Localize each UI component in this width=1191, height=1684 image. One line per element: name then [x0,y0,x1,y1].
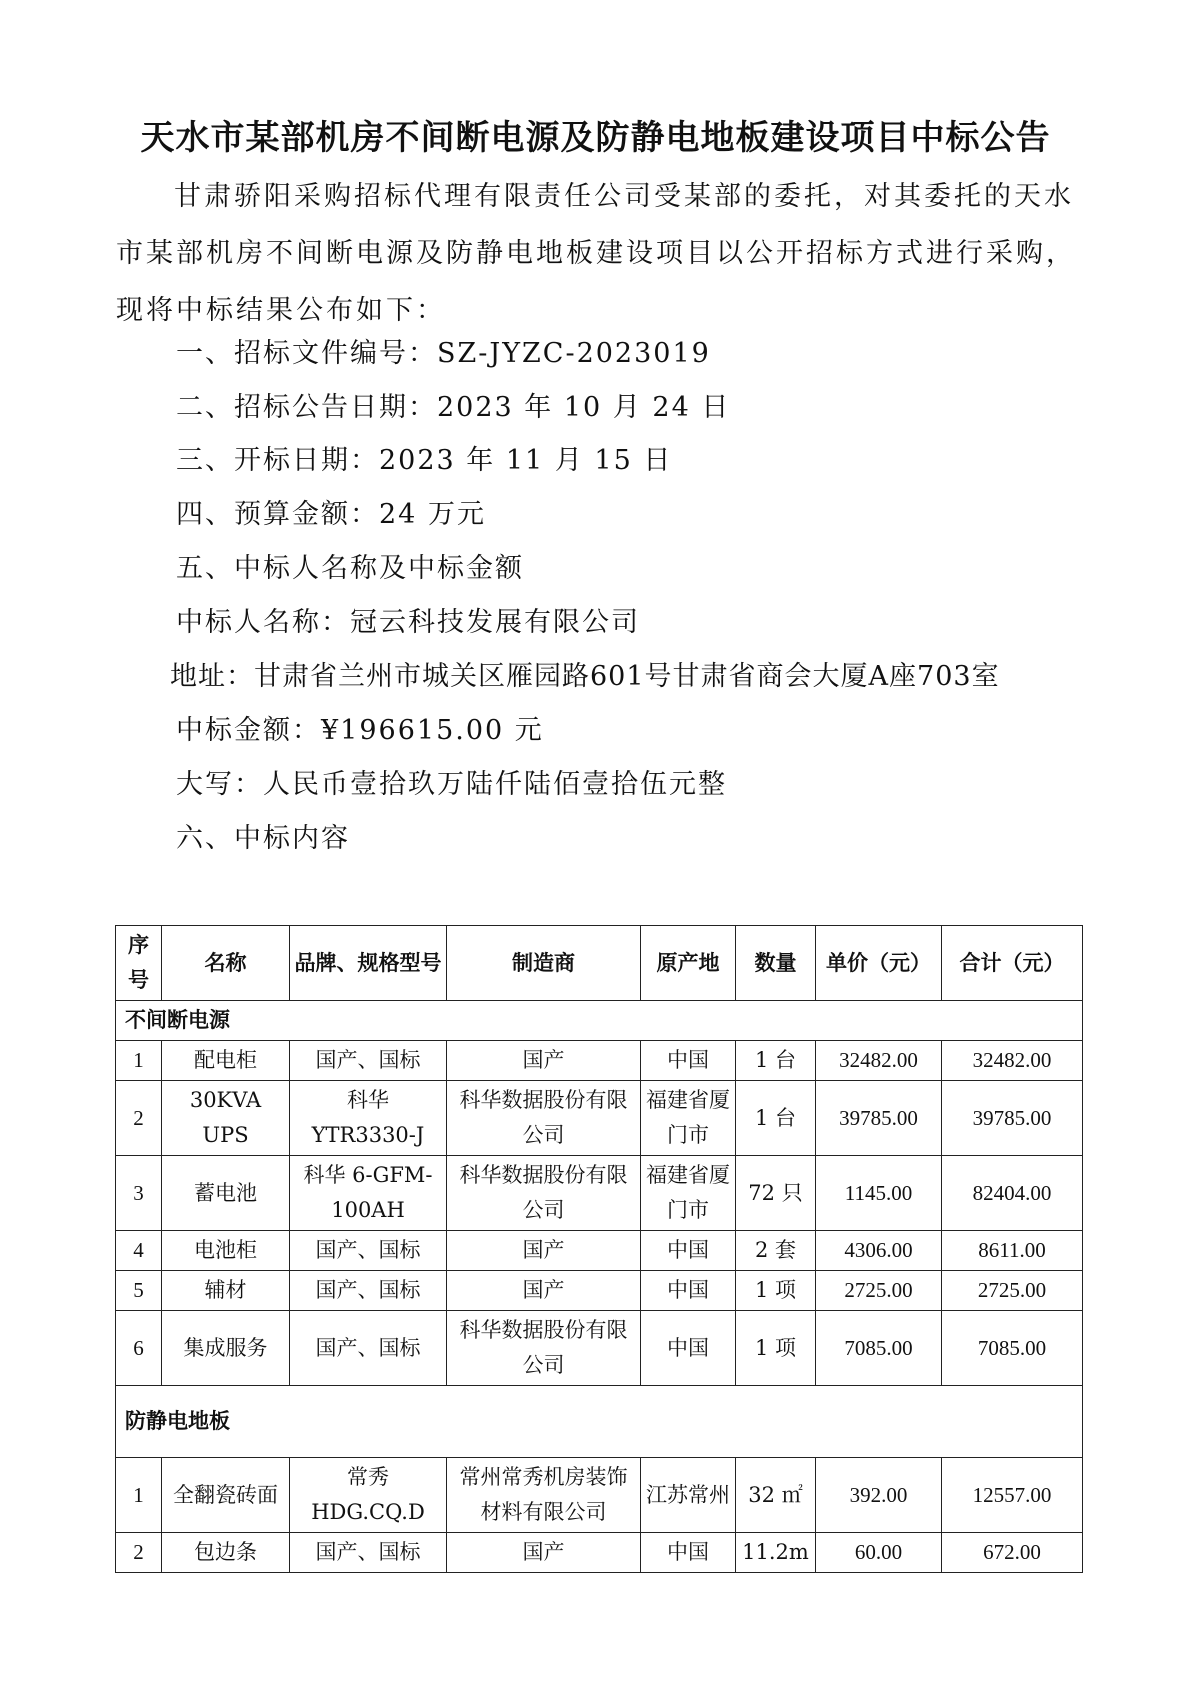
cell-qty: 32 ㎡ [736,1458,816,1533]
cell-total: 7085.00 [942,1311,1083,1386]
award-table [115,925,1083,1573]
cell-maker: 科华数据股份有限公司 [447,1156,641,1231]
table-row [116,1271,1083,1311]
amount-words-line: 大写：人民币壹拾玖万陆仟陆佰壹拾伍元整 [176,769,727,800]
cell-origin: 中国 [641,1533,736,1573]
table-row [116,1081,1083,1156]
cell-origin: 福建省厦门市 [641,1081,736,1156]
cell-brand: 国产、国标 [290,1533,447,1573]
cell-maker: 国产 [447,1533,641,1573]
section-label: 防静电地板 [116,1386,1083,1458]
header-maker: 制造商 [447,926,641,1001]
doc-number-line: 一、招标文件编号：SZ-JYZC-2023019 [176,338,711,369]
table-row [116,1156,1083,1231]
section-row-floor [116,1386,1083,1458]
cell-brand: 科华 YTR3330-J [290,1081,447,1156]
cell-name: 电池柜 [162,1231,290,1271]
cell-seq: 2 [116,1533,162,1573]
cell-brand: 常秀 HDG.CQ.D [290,1458,447,1533]
header-total: 合计（元） [942,926,1083,1001]
cell-origin: 中国 [641,1311,736,1386]
cell-origin: 中国 [641,1231,736,1271]
cell-brand: 国产、国标 [290,1271,447,1311]
table-header-row [116,926,1083,1001]
budget-line: 四、预算金额：24 万元 [176,499,486,530]
table-row [116,1041,1083,1081]
intro-paragraph: 甘肃骄阳采购招标代理有限责任公司受某部的委托，对其委托的天水市某部机房不间断电源及防静电地板建设项目以公开招标方式进行采购，现将中标结果公布如下： [116,181,1076,326]
table-row [116,1231,1083,1271]
cell-maker: 国产 [447,1231,641,1271]
address-line: 地址：甘肃省兰州市城关区雁园路601号甘肃省商会大厦A座703室 [170,661,1000,692]
cell-seq: 3 [116,1156,162,1231]
cell-maker: 国产 [447,1041,641,1081]
cell-maker: 科华数据股份有限公司 [447,1081,641,1156]
cell-unit-price: 1145.00 [816,1156,942,1231]
notice-date-line: 二、招标公告日期：2023 年 10 月 24 日 [176,392,731,423]
cell-unit-price: 2725.00 [816,1271,942,1311]
cell-qty: 72 只 [736,1156,816,1231]
cell-brand: 科华 6-GFM-100AH [290,1156,447,1231]
cell-unit-price: 392.00 [816,1458,942,1533]
cell-name: 包边条 [162,1533,290,1573]
cell-brand: 国产、国标 [290,1231,447,1271]
cell-seq: 2 [116,1081,162,1156]
cell-total: 82404.00 [942,1156,1083,1231]
cell-qty: 11.2m [736,1533,816,1573]
cell-seq: 4 [116,1231,162,1271]
table-row [116,1458,1083,1533]
header-brand: 品牌、规格型号 [290,926,447,1001]
section-label: 不间断电源 [116,1001,1083,1041]
content-heading: 六、中标内容 [176,823,350,854]
cell-seq: 6 [116,1311,162,1386]
cell-total: 2725.00 [942,1271,1083,1311]
cell-brand: 国产、国标 [290,1041,447,1081]
cell-unit-price: 32482.00 [816,1041,942,1081]
cell-total: 12557.00 [942,1458,1083,1533]
cell-qty: 1 项 [736,1271,816,1311]
cell-origin: 中国 [641,1041,736,1081]
cell-name: 蓄电池 [162,1156,290,1231]
cell-origin: 中国 [641,1271,736,1311]
amount-line: 中标金额：¥196615.00 元 [176,715,544,746]
page-title: 天水市某部机房不间断电源及防静电地板建设项目中标公告 [140,118,1051,158]
winner-heading: 五、中标人名称及中标金额 [176,553,524,584]
section-row-ups [116,1001,1083,1041]
winner-name-line: 中标人名称：冠云科技发展有限公司 [176,607,640,638]
cell-name: 全翻瓷砖面 [162,1458,290,1533]
cell-total: 8611.00 [942,1231,1083,1271]
table-row [116,1311,1083,1386]
header-unit-price: 单价（元） [816,926,942,1001]
cell-maker: 国产 [447,1271,641,1311]
cell-seq: 5 [116,1271,162,1311]
cell-unit-price: 60.00 [816,1533,942,1573]
cell-total: 672.00 [942,1533,1083,1573]
cell-name: 30KVA UPS [162,1081,290,1156]
cell-qty: 1 台 [736,1041,816,1081]
cell-unit-price: 39785.00 [816,1081,942,1156]
header-name: 名称 [162,926,290,1001]
cell-seq: 1 [116,1458,162,1533]
cell-qty: 2 套 [736,1231,816,1271]
cell-total: 39785.00 [942,1081,1083,1156]
table-row [116,1533,1083,1573]
cell-name: 配电柜 [162,1041,290,1081]
cell-total: 32482.00 [942,1041,1083,1081]
cell-maker: 常州常秀机房装饰材料有限公司 [447,1458,641,1533]
cell-unit-price: 4306.00 [816,1231,942,1271]
cell-name: 辅材 [162,1271,290,1311]
cell-origin: 福建省厦门市 [641,1156,736,1231]
cell-seq: 1 [116,1041,162,1081]
cell-brand: 国产、国标 [290,1311,447,1386]
cell-qty: 1 台 [736,1081,816,1156]
cell-name: 集成服务 [162,1311,290,1386]
cell-qty: 1 项 [736,1311,816,1386]
header-origin: 原产地 [641,926,736,1001]
cell-origin: 江苏常州 [641,1458,736,1533]
cell-unit-price: 7085.00 [816,1311,942,1386]
header-qty: 数量 [736,926,816,1001]
open-date-line: 三、开标日期：2023 年 11 月 15 日 [176,445,673,476]
header-seq: 序号 [116,926,162,1001]
cell-maker: 科华数据股份有限公司 [447,1311,641,1386]
